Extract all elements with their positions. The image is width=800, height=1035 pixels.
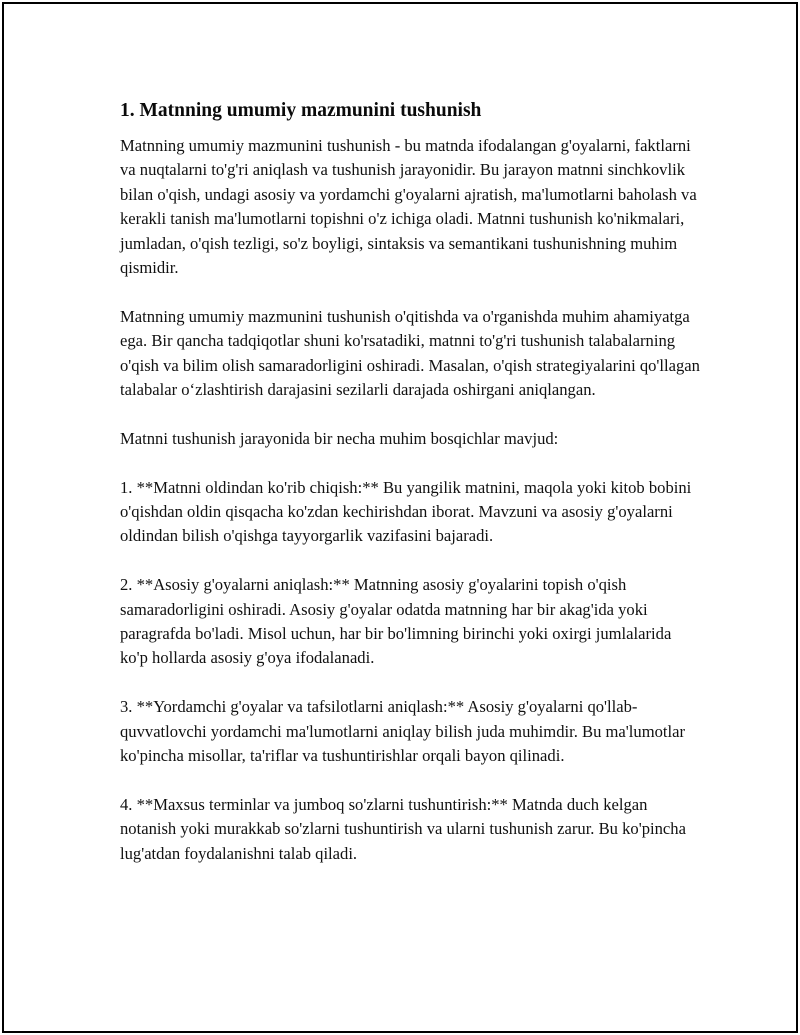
list-item-main-ideas: 2. **Asosiy g'oyalarni aniqlash:** Matnning asosiy g'oyalarini topish o'qish samaradorligini oshiradi. Asosiy g'oyalar odatda matnning har bir akag'ida yoki paragrafda bo'ladi. Misol uchun, har bir bo'limning birinchi yoki oxirgi jumlalarida ko'p hollarda asosiy g'oya ifodalanadi.	[120, 575, 672, 668]
paragraph-importance: Matnning umumiy mazmunini tushunish o'qitishda va o'rganishda muhim ahamiyatga ega. Bir qancha tadqiqotlar shuni ko'rsatadiki, matnni to'g'ri tushunish talabalarning o'qish va bilim olish samaradorligini oshiradi. Masalan, o'qish strategiyalarini qo'llagan talabalar o‘zlashtirish darajasini sezilarli darajada oshirgani aniqlangan.	[120, 306, 700, 400]
paragraph-intro: Matnning umumiy mazmunini tushunish - bu matnda ifodalangan g'oyalarni, faktlarni va nuqtalarni to'g'ri aniqlash va tushunish jarayonidir. Bu jarayon matnni sinchkovlik bilan o'qish, undagi asosiy va yordamchi g'oyalarni ajratish, ma'lumotlarni baholash va kerakli tanish ma'lumotlarni topishni o'z ichiga oladi. Matnni tushunish ko'nikmalari, jumladan, o'qish tezligi, so'z boyligi, sintaksis va semantikani tushunishning muhim qismidir.	[120, 136, 697, 278]
page-frame	[2, 2, 798, 1033]
document-body	[120, 98, 700, 866]
list-item-terms: 4. **Maxsus terminlar va jumboq so'zlarni tushuntirish:** Matnda duch kelgan notanish yoki murakkab so'zlarni tushuntirish va ularni tushunish zarur. Bu ko'pincha lug'atdan foydalanishni talab qiladi.	[120, 794, 686, 863]
list-item-preview: 1. **Matnni oldindan ko'rib chiqish:** Bu yangilik matnini, maqola yoki kitob bobini o'qishdan oldin qisqacha ko'zdan kechirishdan iborat. Mavzuni va asosiy g'oyalarni oldindan bilish o'qishga tayyorgarlik vazifasini bajaradi.	[120, 477, 692, 546]
paragraph-stages-intro: Matnni tushunish jarayonida bir necha muhim bosqichlar mavjud:	[120, 428, 559, 448]
section-heading: 1. Matnning umumiy mazmunini tushunish	[120, 100, 482, 121]
list-item-supporting-ideas: 3. **Yordamchi g'oyalar va tafsilotlarni aniqlash:** Asosiy g'oyalarni qo'llab-quvvatlovchi yordamchi ma'lumotlarni aniqlay bilish juda muhimdir. Bu ma'lumotlar ko'pincha misollar, ta'riflar va tushuntirishlar orqali bayon qilinadi.	[120, 697, 686, 766]
